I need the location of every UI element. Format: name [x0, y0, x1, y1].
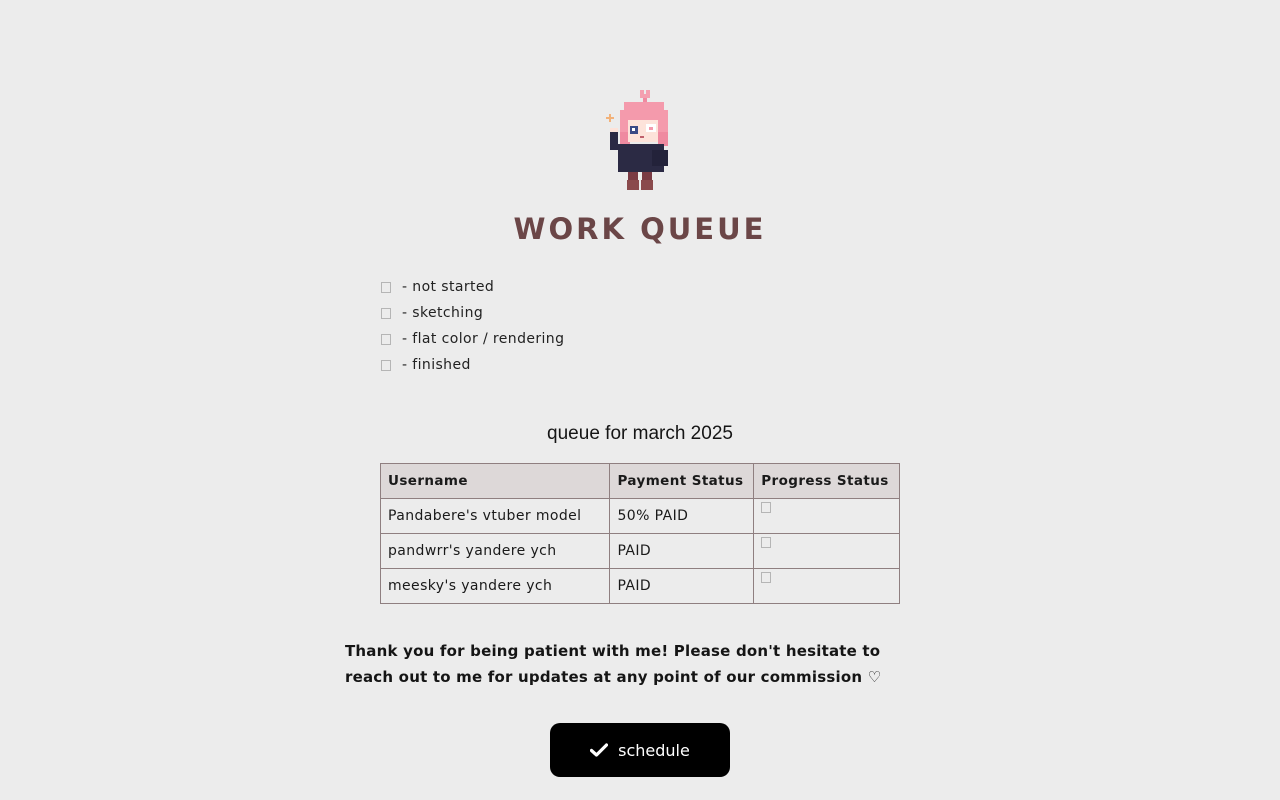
progress-status-cell	[754, 534, 900, 569]
status-legend	[381, 274, 564, 378]
username-cell: Pandabere's vtuber model	[381, 499, 610, 534]
column-header-payment-status: Payment Status	[610, 464, 754, 499]
empty-box-icon	[381, 334, 391, 345]
table-row	[381, 499, 900, 534]
username-cell: meesky's yandere ych	[381, 569, 610, 604]
payment-status-cell: 50% PAID	[610, 499, 754, 534]
payment-status-cell: PAID	[610, 534, 754, 569]
payment-status-cell: PAID	[610, 569, 754, 604]
legend-label: - flat color / rendering	[402, 331, 565, 347]
username-cell: pandwrr's yandere ych	[381, 534, 610, 569]
legend-item-flat-color	[381, 326, 564, 352]
legend-label: - finished	[402, 357, 471, 373]
thank-you-message: Thank you for being patient with me! Please don't hesitate to reach out to me for updates at any point of our commission ♡	[345, 642, 882, 686]
progress-status-cell	[754, 499, 900, 534]
legend-item-sketching	[381, 300, 564, 326]
empty-box-icon	[761, 502, 771, 513]
table-header-row	[381, 464, 900, 499]
empty-box-icon	[381, 308, 391, 319]
empty-box-icon	[761, 537, 771, 548]
empty-box-icon	[381, 282, 391, 293]
legend-label: - sketching	[402, 305, 484, 321]
schedule-button[interactable]	[550, 723, 730, 777]
check-icon	[590, 743, 608, 757]
column-header-username: Username	[381, 464, 610, 499]
legend-item-not-started	[381, 274, 564, 300]
page-title: WORK QUEUE	[513, 212, 767, 246]
table-row	[381, 569, 900, 604]
legend-label: - not started	[402, 279, 495, 295]
legend-item-finished	[381, 352, 564, 378]
progress-status-cell	[754, 569, 900, 604]
empty-box-icon	[761, 572, 771, 583]
queue-heading: queue for march 2025	[547, 423, 733, 444]
avatar-image	[600, 88, 680, 194]
schedule-button-label: schedule	[618, 740, 690, 760]
column-header-progress-status: Progress Status	[754, 464, 900, 499]
table-row	[381, 534, 900, 569]
queue-table	[380, 463, 900, 604]
empty-box-icon	[381, 360, 391, 371]
